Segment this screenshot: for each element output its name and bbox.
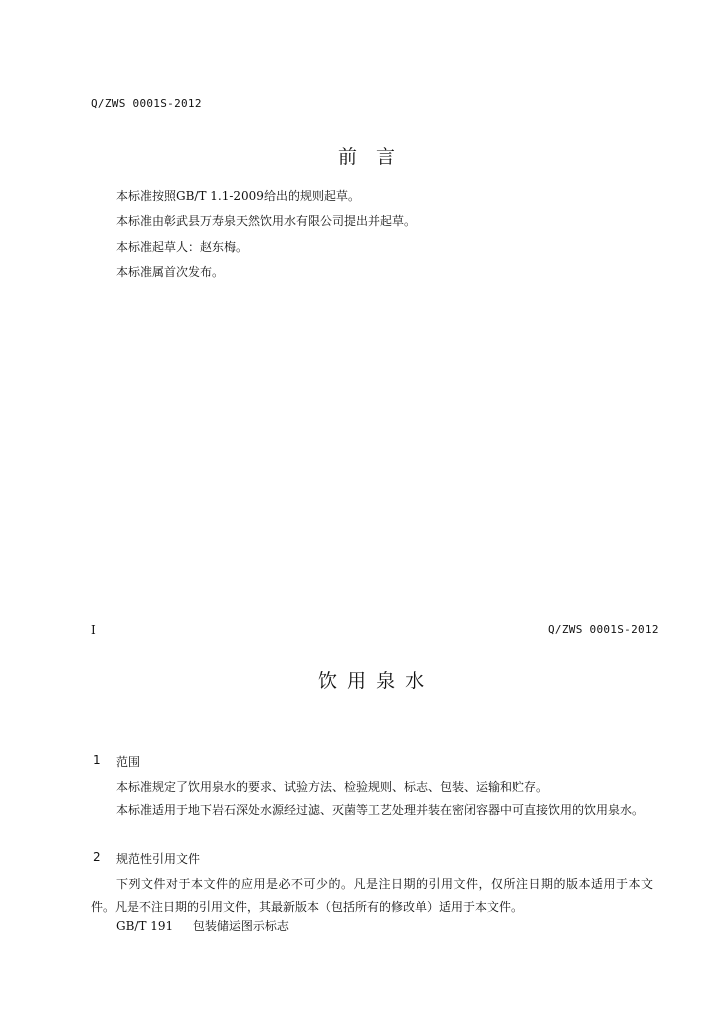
page1-paragraph-4: 本标准属首次发布。 <box>116 265 225 279</box>
page1-paragraph-2: 本标准由彰武县万寿泉天然饮用水有限公司提出并起草。 <box>116 214 417 228</box>
reference-code: GB/T 191 <box>116 919 174 933</box>
page2-header-code: Q/ZWS 0001S-2012 <box>548 623 659 636</box>
reference-title: 包装储运图示标志 <box>192 919 289 933</box>
section1-paragraph-1: 本标准规定了饮用泉水的要求、试验方法、检验规则、标志、包装、运输和贮存。 <box>116 780 549 794</box>
section1-number: 1 <box>93 753 101 767</box>
page1-title: 前 言 <box>338 146 396 168</box>
section1-paragraph-2: 本标准适用于地下岩石深处水源经过滤、灭菌等工艺处理并装在密闭容器中可直接饮用的饮用泉水。 <box>116 803 645 817</box>
page1-header-code: Q/ZWS 0001S-2012 <box>91 97 202 110</box>
section2-number: 2 <box>93 850 101 864</box>
reference-item <box>116 918 289 934</box>
section2-heading: 规范性引用文件 <box>116 852 201 866</box>
page1-paragraph-3: 本标准起草人：赵东梅。 <box>116 240 249 254</box>
section1-heading: 范围 <box>116 755 141 769</box>
page1-paragraph-1: 本标准按照GB/T 1.1-2009给出的规则起草。 <box>116 189 360 203</box>
section2-paragraph: 下列文件对于本文件的应用是必不可少的。凡是注日期的引用文件，仅所注日期的版本适用于本文件。凡是不注日期的引用文件，其最新版本（包括所有的修改单）适用于本文件。 <box>91 877 653 914</box>
page2-title: 饮 用 泉 水 <box>318 670 427 692</box>
page1-footer-page-number: I <box>91 623 96 637</box>
